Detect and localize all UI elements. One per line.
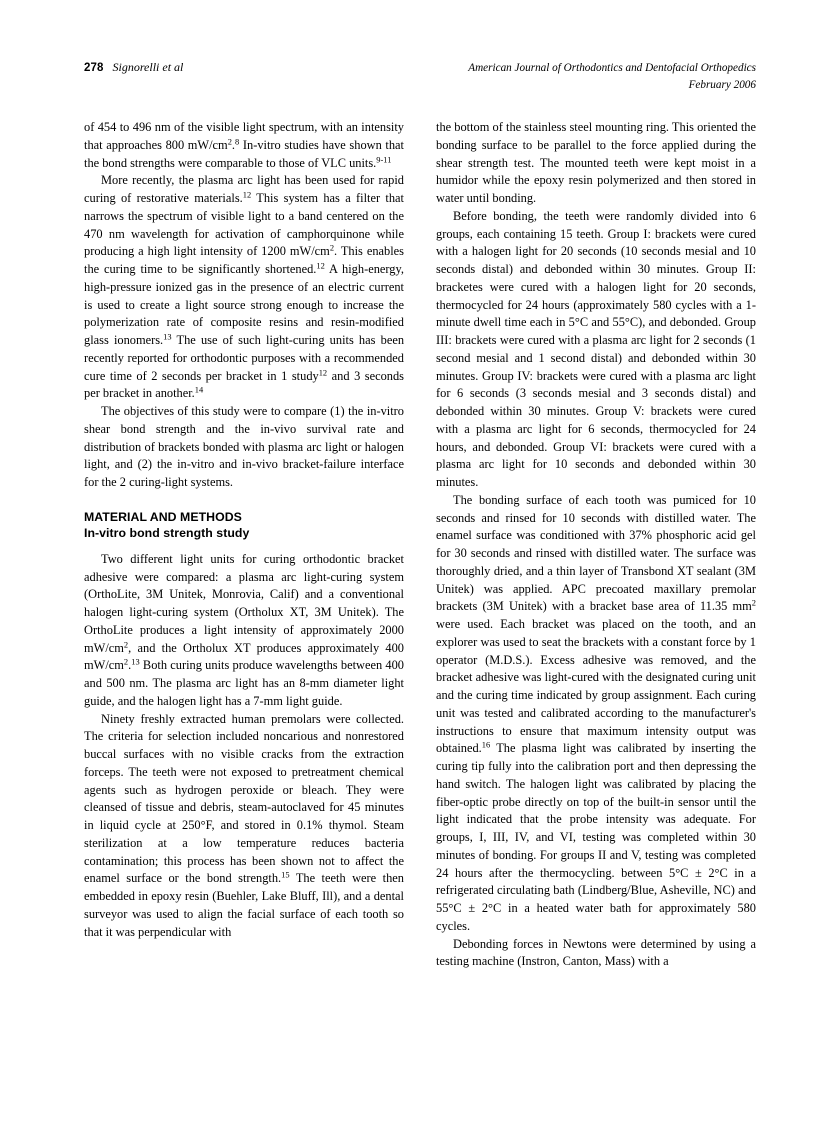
left-column: [84, 119, 404, 971]
heading-in-vitro-bond-strength-study: In-vitro bond strength study: [84, 525, 250, 540]
text-run: .: [128, 658, 132, 673]
citation-reference: 13: [163, 331, 172, 342]
citation-reference: 12: [242, 189, 252, 200]
text-run: Ninety freshly extracted human premolars were collected. The criteria for selection included noncarious and nonrestored buccal surfaces with no visible cracks from the extraction forceps. The teeth were not exposed to pretreatment chemical agents such as hydrogen peroxide or bleach. They were cleansed of tissue and debris, steam-autoclaved for 45 minutes in liquid cycle at 250°F, and stored in 0.1% thymol. Steam sterilization at a low temperature reduces bacteria contamination; this process has been shown not to affect the enamel surface or the bond strength.: [84, 711, 404, 886]
superscript-exponent: 2: [123, 639, 129, 650]
text-run: The teeth were then embedded in epoxy resin (Buehler, Lake Bluff, Ill), and a dental surveyor was used to align the facial surface of each tooth so that it was perpendicular with: [84, 871, 404, 939]
text-run: . This enables the curing time to be significantly shortened.: [84, 244, 404, 276]
page-number: 278: [84, 62, 104, 74]
superscript-exponent: 2: [227, 136, 232, 147]
text-run: The use of such light-curing units has been recently reported for orthodontic purposes with a recommended cure time of 2 seconds per bracket in 1 study: [84, 333, 405, 383]
paragraph: The objectives of this study were to compare (1) the in-vitro shear bond strength and the in-vivo survival rate and distribution of brackets bonded with plasma arc light or halogen light, and (2) the in-vitro and in-vivo bracket-failure interface for the 2 curing-light systems.: [84, 404, 404, 489]
superscript-exponent: 2: [751, 597, 756, 608]
journal-title: American Journal of Orthodontics and Dentofacial Orthopedics: [468, 62, 756, 74]
text-run: of 454 to 496 nm of the visible light spectrum, with an intensity that approaches 800 mW/cm: [84, 120, 404, 152]
text-run: Two different light units for curing orthodontic bracket adhesive were compared: a plasma arc light-curing system (OrthoLite, 3M Unitek, Monrovia, Calif) and a conventional halogen light-curing system (Ortholux XT, 3M Unitek). The OrthoLite produces a light intensity of approximately 2000 mW/cm: [84, 551, 404, 655]
citation-reference: 15: [281, 869, 290, 880]
text-run: .: [231, 137, 236, 152]
text-run: This system has a filter that narrows the spectrum of visible light to a band centered on the 470 nm wavelength for activation of camphorquinone while producing a high light intensity of 1200 mW/cm: [84, 191, 404, 259]
text-run: The bonding surface of each tooth was pumiced for 10 seconds and rinsed for 10 seconds with distilled water. The enamel surface was conditioned with 37% phosphoric acid gel for 30 seconds and rinsed with distilled water. The surface was thoroughly dried, and a thin layer of Transbond XT sealant (3M Unitek) was applied. APC precoated maxillary premolar brackets (3M Unitek) with a bracket base area of 11.35 mm: [436, 492, 756, 614]
body-columns: [84, 119, 756, 971]
paragraph: Before bonding, the teeth were randomly divided into 6 groups, each containing 15 teeth. Group I: brackets were cured with a halogen light for 20 seconds (10 seconds mesial and 10 seconds distal) and debonded within 30 minutes. Group II: bracketes were cured with a halogen light for 20 seconds, thermocycled for 24 hours (approximately 580 cycles with a 1-minute dwell time each in 5°C and 55°C), and debonded. Group III: brackets were cured with a plasma arc light for 2 seconds (1 second mesial and 1 second distal) and debonded within 30 minutes. Group IV: brackets were cured with a plasma arc light for 6 seconds (3 seconds mesial and 3 seconds distal) and debonded within 30 minutes. Group V: brackets were cured with a plasma arc light for 6 seconds, thermocycled for 24 hours, and debonded. Group VI: brackets were cured with a plasma arc light for 10 seconds and debonded within 30 minutes.: [436, 208, 756, 489]
text-run: , and the Ortholux XT produces approximately 400 mW/cm: [84, 640, 404, 673]
citation-reference: 8: [235, 136, 240, 147]
heading-spacer: [84, 492, 404, 509]
paragraph: [84, 551, 404, 711]
right-column: [436, 119, 756, 971]
paragraph: [84, 711, 404, 942]
superscript-exponent: 2: [123, 656, 129, 667]
running-head: [84, 60, 756, 93]
running-head-authors: Signorelli et al: [112, 60, 184, 74]
citation-reference: 12: [316, 260, 325, 271]
citation-reference: 13: [131, 656, 140, 667]
running-head-right: [468, 60, 756, 93]
paragraph: Debonding forces in Newtons were determined by using a testing machine (Instron, Canton, Mass) with a: [436, 936, 756, 969]
text-run: A high-energy, high-pressure ionized gas in the presence of an electric current is used to create a light source strong enough to increase the polymerization rate of composite resins and resin-modified glass ionomers.: [84, 262, 404, 347]
text-run: In-vitro studies have shown that the bond strengths were comparable to those of VLC units.: [84, 137, 404, 170]
heading-spacer: [84, 541, 404, 551]
issue-date: February 2006: [688, 79, 756, 91]
text-run: Both curing units produce wavelengths between 400 and 500 nm. The plasma arc light has an 8-mm diameter light guide, and the halogen light has a 7-mm light guide.: [84, 658, 404, 708]
text-run: and 3 seconds per bracket in another.: [84, 368, 405, 401]
citation-reference: 9-11: [376, 154, 392, 165]
paragraph: [84, 172, 404, 403]
text-run: were used. Each bracket was placed on the tooth, and an explorer was used to seat the brackets with a constant force by 1 operator (M.D.S.). Excess adhesive was removed, and the bracket adhesive was light-cured with the designated curing unit and the curing time indicated by group assignment. Each curing unit was tested and calibrated according to the manufacturer's instructions to ensure that maximum intensity output was obtained.: [436, 617, 756, 756]
heading-material-and-methods: MATERIAL AND METHODS: [84, 509, 242, 524]
citation-reference: 14: [194, 384, 204, 395]
paragraph-continuation: [84, 119, 404, 172]
text-run: The plasma light was calibrated by inserting the curing tip fully into the calibration port and then depressing the hand switch. The halogen light was calibrated by placing the fiber-optic probe directly on top of the built-in sensor until the light indicated that the probe intensity was adequate. For groups, I, III, IV, and VI, testing was completed within 30 minutes of bonding. For groups II and V, testing was completed 24 hours after the thermocycling. between 5°C ± 2°C in a refrigerated circulating bath (Lindberg/Blue, Asheville, NC) and 55°C ± 2°C in a heated water bath for approximately 580 cycles.: [436, 741, 756, 933]
citation-reference: 16: [481, 739, 491, 750]
paragraph: [436, 492, 756, 936]
running-head-left: [84, 60, 183, 75]
superscript-exponent: 2: [329, 242, 335, 253]
paragraph-continuation: the bottom of the stainless steel mounting ring. This oriented the bonding surface to be parallel to the force applied during the shear strength test. The mounted teeth were kept moist in a humidor while the epoxy resin polymerized and then stored in water until bonding.: [436, 120, 756, 205]
citation-reference: 12: [318, 367, 328, 378]
text-run: More recently, the plasma arc light has been used for rapid curing of restorative materials.: [84, 173, 404, 205]
